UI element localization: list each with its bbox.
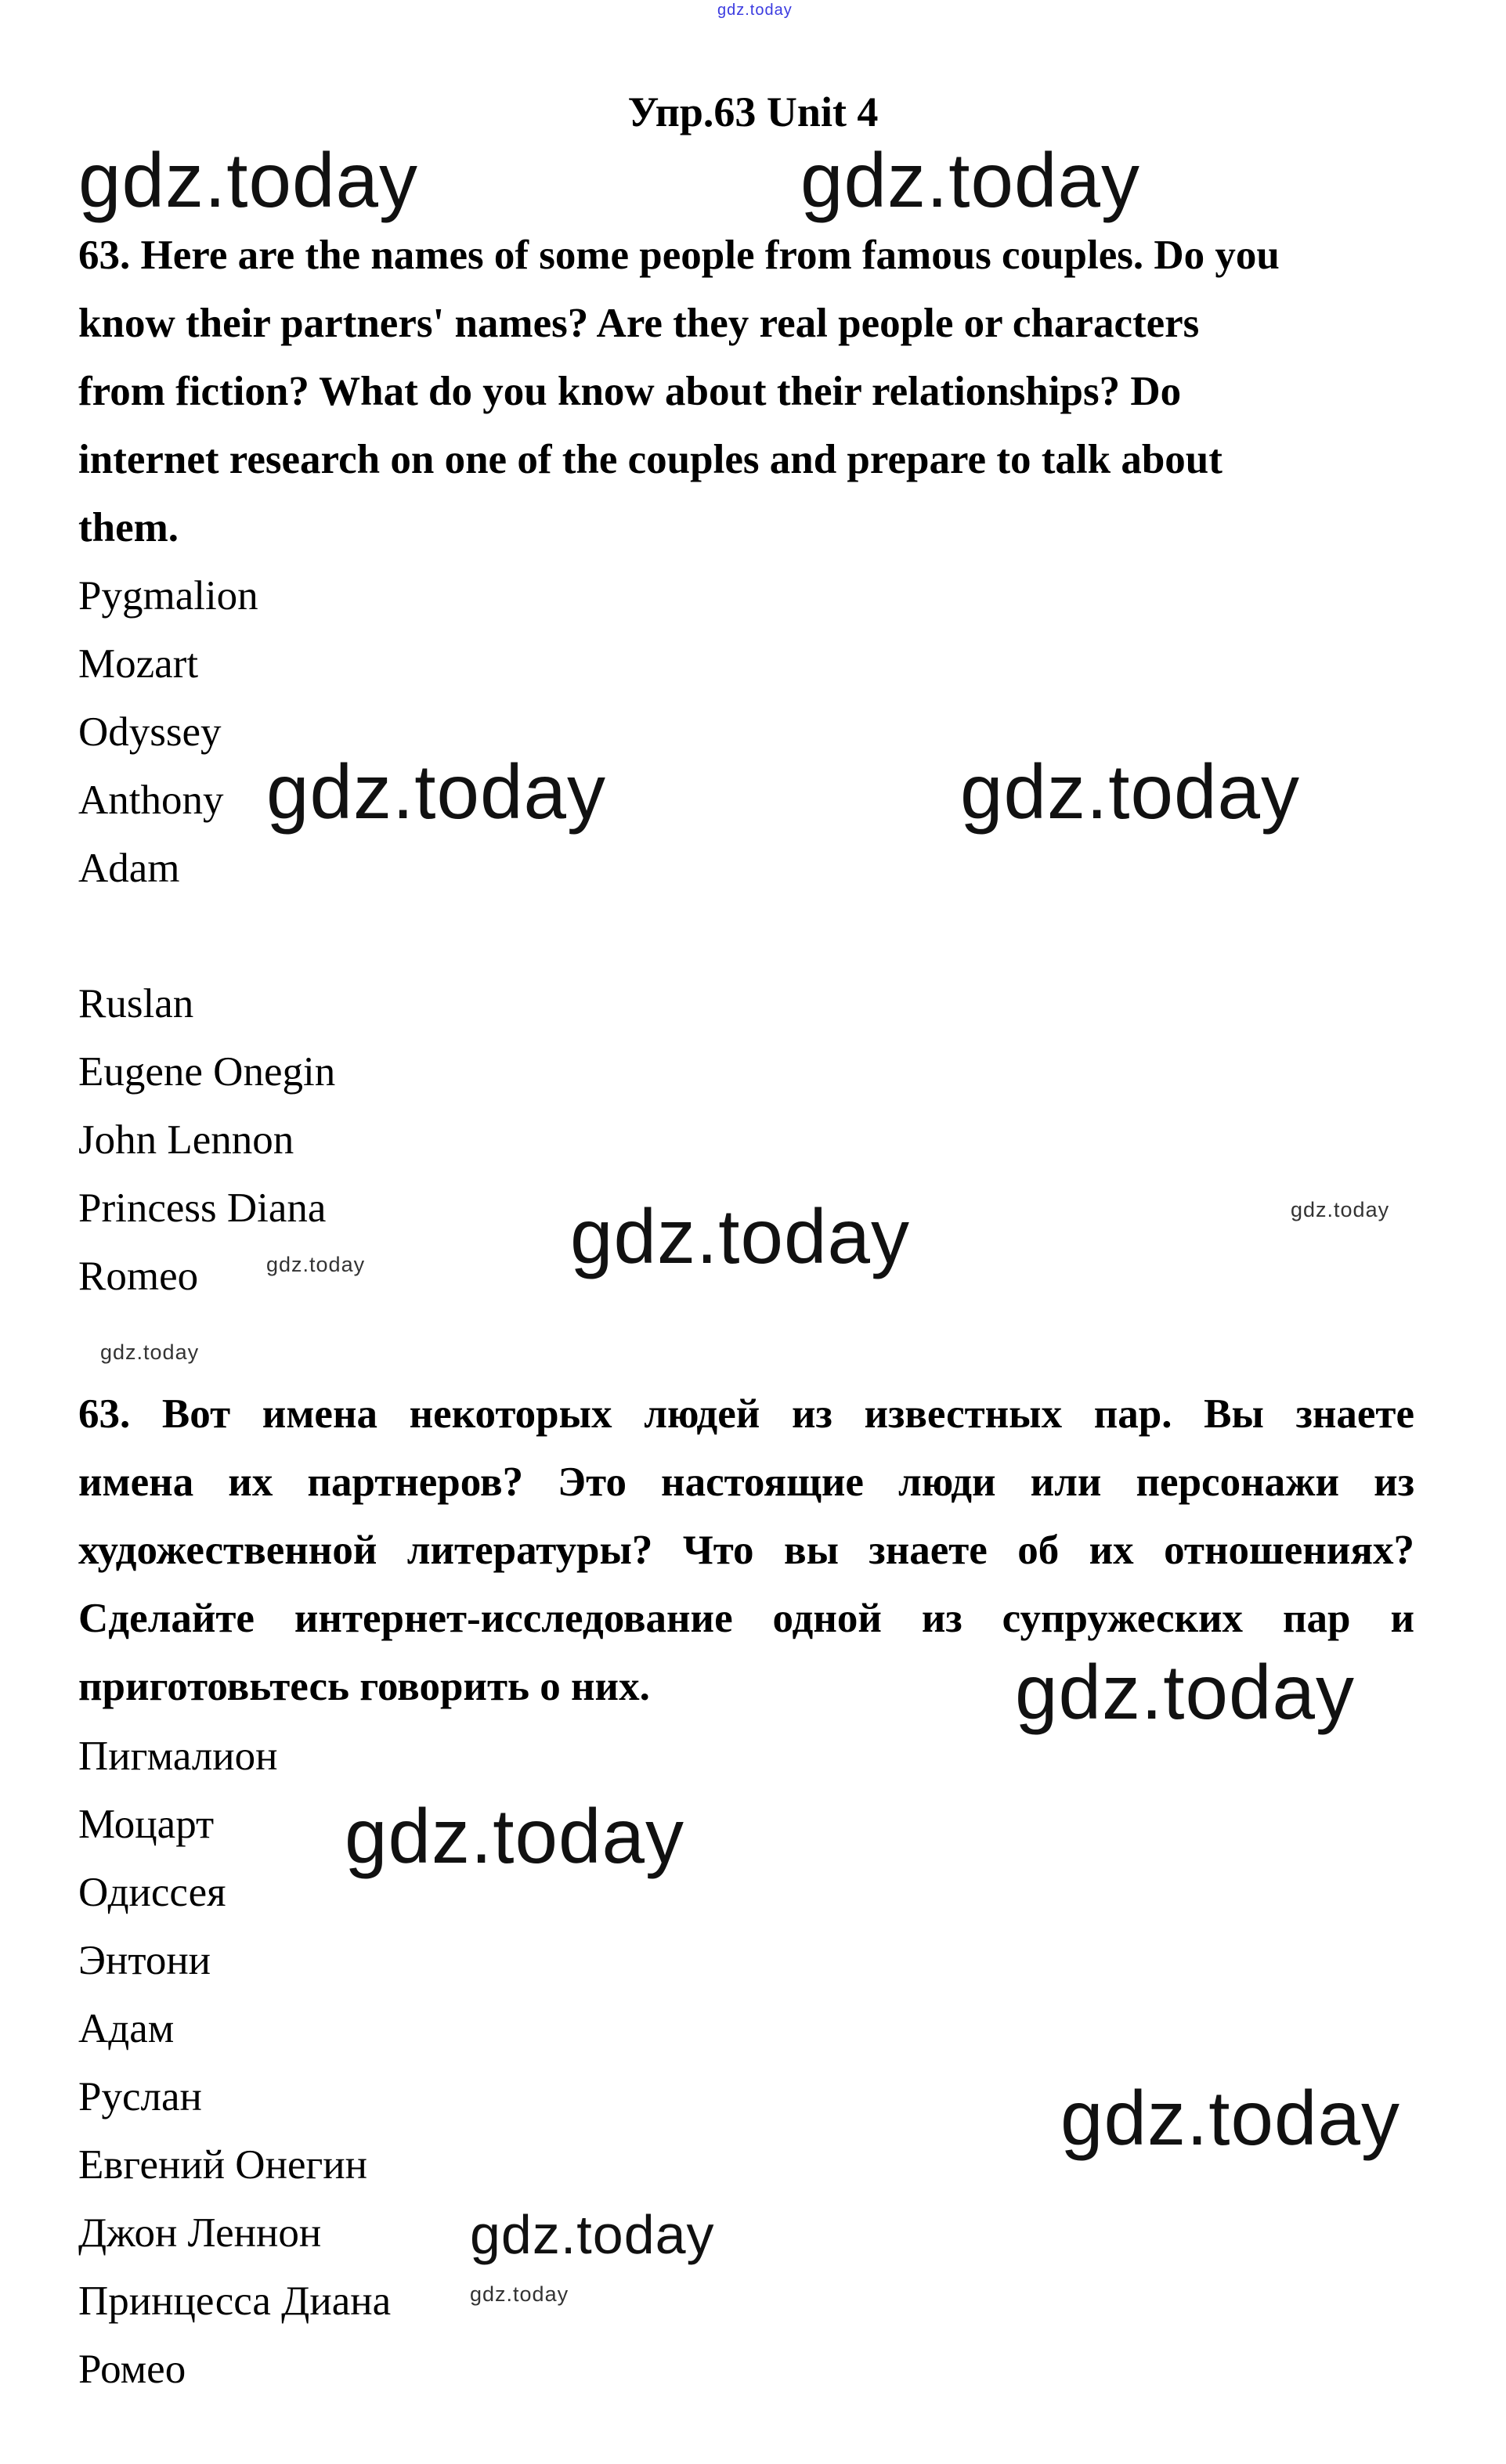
- watermark: gdz.today: [1291, 1198, 1390, 1221]
- name-item: Евгений Онегин: [78, 2142, 367, 2188]
- task-line: имена их партнеров? Это настоящие люди или персонажи из: [78, 1459, 1414, 1505]
- name-item: Адам: [78, 2006, 175, 2051]
- name-item: Romeo: [78, 1254, 199, 1299]
- name-item: Anthony: [78, 777, 224, 823]
- watermark: gdz.today: [1015, 1649, 1355, 1735]
- watermark: gdz.today: [78, 137, 418, 223]
- watermark: gdz.today: [960, 749, 1300, 835]
- task-line: приготовьтесь говорить о них.: [78, 1664, 650, 1709]
- english-names-group-1: [78, 562, 258, 903]
- task-line: художественной литературы? Что вы знаете об их отношениях?: [78, 1528, 1414, 1573]
- name-item: Принцесса Диана: [78, 2278, 392, 2324]
- task-line: know their partners' names? Are they real people or characters: [78, 301, 1200, 346]
- name-item: Princess Diana: [78, 1185, 327, 1231]
- english-task: [78, 222, 1414, 562]
- name-item: Пигмалион: [78, 1733, 278, 1779]
- watermark: gdz.today: [266, 1253, 366, 1276]
- watermark: gdz.today: [570, 1193, 910, 1279]
- watermark: gdz.today: [470, 2204, 715, 2265]
- name-item: Джон Леннон: [78, 2210, 322, 2256]
- task-line: Сделайте интернет-исследование одной из супружеских пар и: [78, 1596, 1414, 1641]
- name-item: Odyssey: [78, 709, 222, 755]
- name-item: Eugene Onegin: [78, 1049, 336, 1095]
- watermark: gdz.today: [470, 2282, 569, 2306]
- task-line: 63. Here are the names of some people from famous couples. Do you: [78, 233, 1280, 278]
- task-line: internet research on one of the couples and prepare to talk about: [78, 437, 1222, 482]
- name-item: John Lennon: [78, 1117, 294, 1163]
- watermark: gdz.today: [266, 749, 606, 835]
- name-item: Энтони: [78, 1938, 211, 1983]
- name-item: Моцарт: [78, 1802, 215, 1847]
- watermark: gdz.today: [717, 2, 793, 19]
- task-line: them.: [78, 505, 179, 550]
- name-item: Pygmalion: [78, 573, 258, 619]
- task-line: 63. Вот имена некоторых людей из известных пар. Вы знаете: [78, 1391, 1414, 1437]
- name-item: Adam: [78, 846, 180, 891]
- name-item: Одиссея: [78, 1870, 226, 1915]
- name-item: Ruslan: [78, 981, 194, 1026]
- watermark: gdz.today: [100, 1340, 200, 1364]
- watermark: gdz.today: [800, 137, 1140, 223]
- name-item: Руслан: [78, 2074, 202, 2119]
- watermark: gdz.today: [1060, 2075, 1400, 2161]
- name-item: Ромео: [78, 2347, 186, 2392]
- name-item: Mozart: [78, 641, 199, 687]
- watermark: gdz.today: [345, 1793, 684, 1879]
- page-title: Упр.63 Unit 4: [627, 88, 879, 135]
- task-line: from fiction? What do you know about their relationships? Do: [78, 369, 1182, 414]
